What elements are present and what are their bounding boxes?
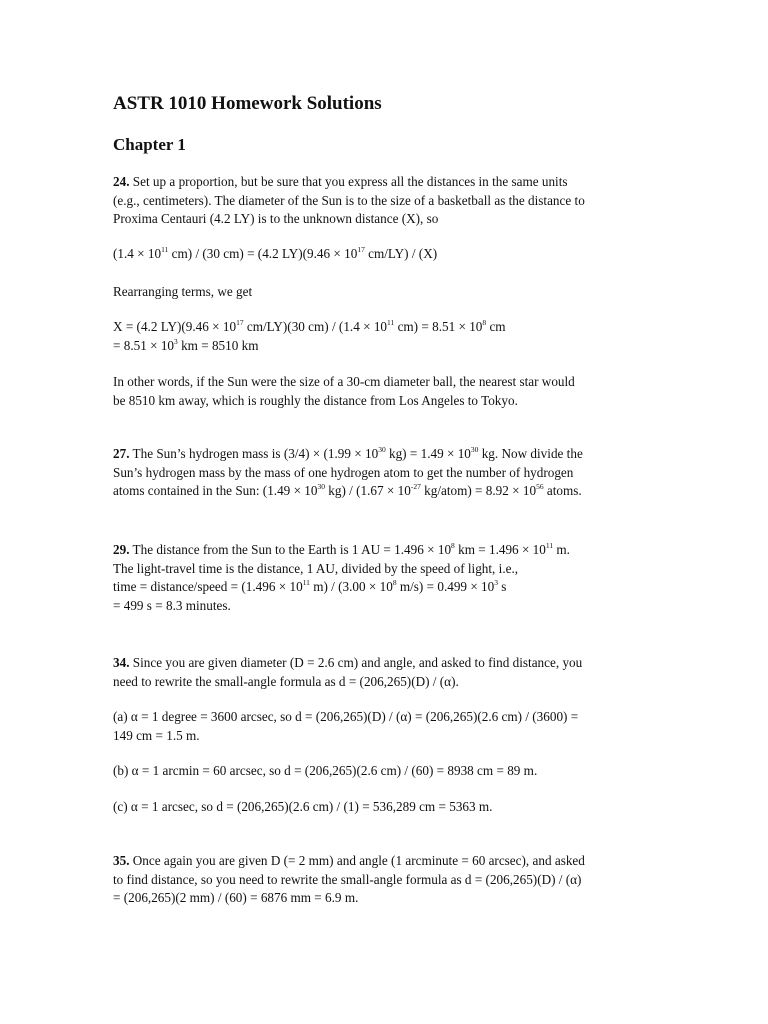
problem-34-part-b: (b) α = 1 arcmin = 60 arcsec, so d = (206,265)(2.6 cm) / (60) = 8938 cm = 89 m. — [113, 763, 538, 778]
problem-number: 35. — [113, 853, 130, 868]
problem-27: 27. The Sun’s hydrogen mass is $(3/4) \times (1.99 \times 10^{30}$ $kg) = 1.49 \times 10^{30}$ kg. Now divide the Sun’s hydrogen mass by the mass of one hydrogen atom to get the number of hydrogen atoms contained in the Sun: ($1.49 \times 10^{30}$ $kg) / (1.67 \times 10^{-27}$ kg/atom) = $8.92 \times 10^{56}$ atoms. — [113, 445, 583, 498]
equation-solution: X = (4.2 $LY)(9.46 \times 10^{17}$ cm/LY)(30 $cm) / (1.4 \times 10^{11}$ $cm) = 8.51 \times 10^8$ cm = $8.51 \times 10^3$ km = 8510 km — [113, 318, 506, 353]
problem-number: 29. — [113, 542, 130, 557]
problem-34: 34. Since you are given diameter (D = 2.6 cm) and angle, and asked to find distance, you need to rewrite the small-angle formula as d = (206,265)(D) / (α). — [113, 655, 583, 689]
document-title: ASTR 1010 Homework Solutions — [113, 93, 382, 114]
problem-34-part-c: (c) α = 1 arcsec, so d = (206,265)(2.6 cm) / (1) = 536,289 cm = 5363 m. — [113, 799, 493, 814]
problem-29: 29. The distance from the Sun to the Earth is 1 AU = $1.496 \times 10^8$ km = $1.496 \times 10^{11}$ m. The light-travel time is the distance, 1 AU, divided by the speed of light, i.e., time = distance/speed = ($1.496 \times 10^{11}$ $m) / (3.00 \times 10^8$ $m/s) = 0.499 \times 10^3$ s = 499 s = 8.3 minutes. — [113, 541, 570, 613]
problem-number: 34. — [113, 655, 130, 670]
equation-proportion: ($1.4 \times 10^{11}$ cm) / (30 cm) = (4.2 $LY)(9.46 \times 10^{17}$ cm/LY) / (X) — [113, 245, 438, 261]
problem-34-part-a: (a) α = 1 degree = 3600 arcsec, so d = (206,265)(D) / (α) = (206,265)(2.6 cm) / (3600) = 149 cm = 1.5 m. — [113, 709, 579, 743]
problem-24-line-2: (e.g., centimeters). The diameter of the Sun is to the size of a basketball as the distance to — [113, 192, 585, 208]
problem-24-conclusion: In other words, if the Sun were the size of a 30-cm diameter ball, the nearest star would be 8510 km away, which is roughly the distance from Los Angeles to Tokyo. — [113, 374, 575, 408]
problem-24-line-1: 24. Set up a proportion, but be sure that you express all the distances in the same units — [113, 174, 568, 189]
rearranging-text: Rearranging terms, we get — [113, 284, 253, 299]
problem-number: 27. — [113, 446, 130, 461]
problem-24-line-3: Proxima Centauri (4.2 LY) is to the unknown distance (X), so — [113, 211, 439, 226]
problem-number: 24. — [113, 174, 130, 189]
chapter-heading: Chapter 1 — [113, 135, 186, 154]
problem-24 — [113, 173, 658, 229]
problem-35: 35. Once again you are given D (= 2 mm) and angle (1 arcminute = 60 arcsec), and asked to find distance, so you need to rewrite the small-angle formula as d = (206,265)(D) / (α) = (206,265)(2 mm) / (60) = 6876 mm = 6.9 m. — [113, 853, 585, 905]
